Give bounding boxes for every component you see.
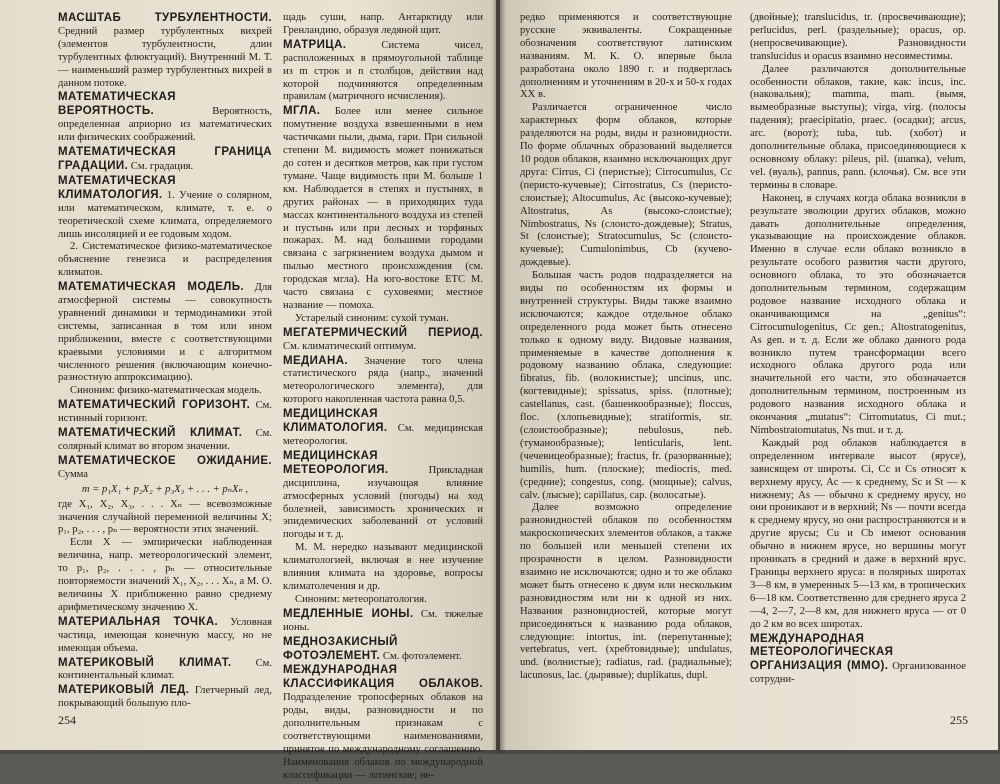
right-page bbox=[500, 0, 998, 750]
entry-text: Глетчерный лед, покрывающий большую пло- bbox=[58, 685, 272, 710]
dictionary-entry bbox=[283, 664, 483, 782]
dictionary-entry bbox=[58, 146, 272, 174]
entry-headword: МАТЕМАТИЧЕСКАЯ ВЕРОЯТНОСТЬ. bbox=[58, 91, 176, 118]
entry-headword: МЕДИАНА. bbox=[283, 354, 349, 367]
entry-headword: МАТЕРИКОВЫЙ КЛИМАТ. bbox=[58, 656, 232, 669]
left-page-column-2 bbox=[283, 12, 483, 784]
entry-text: Значение того члена статистического ряда (напр., значений метеорологического элемента), для которого накопленная частота равна 0,5. bbox=[283, 355, 483, 406]
left-page-column-1 bbox=[58, 12, 272, 712]
dictionary-entry bbox=[58, 455, 272, 615]
entry-text: См. солярный климат во втором значении. bbox=[58, 428, 272, 452]
entry-headword: МАТЕРИКОВЫЙ ЛЕД. bbox=[58, 684, 190, 697]
entry-paragraph bbox=[58, 12, 272, 90]
entry-headword: МЕДНОЗАКИСНЫЙ ФОТОЭЛЕМЕНТ. bbox=[283, 635, 398, 662]
entry-text: Вероятность, определенная априорно из математических или физических соображений. bbox=[58, 106, 272, 144]
entry-text: Прикладная дисциплина, изучающая влияние атмосферных условий (погоды) на ход болезней, зависимость хронических и эпидемических заболеваний от условий погоды и т. д. bbox=[283, 464, 483, 541]
dictionary-entry bbox=[283, 327, 483, 354]
entry-text: См. континентальный климат. bbox=[58, 657, 272, 682]
dictionary-entry bbox=[283, 105, 483, 325]
entry-text: редко применяются и соответствующие русские эквиваленты. Сокращенные обозначения соответствуют латинским названиям. М. К. О. впервые была разработана около 1890 г. и подверглась дополнениям и уточнениям в 20-х и 50-х годах XX в. bbox=[520, 12, 732, 101]
entry-paragraph bbox=[283, 664, 483, 782]
dictionary-entry bbox=[283, 355, 483, 408]
book-gutter bbox=[492, 0, 506, 754]
entry-paragraph bbox=[520, 102, 732, 270]
entry-text: М. М. нередко называют медицинской климатологией, включая в нее изучение влияния климата на здоровье, вопросы климатолечения и др. bbox=[283, 542, 483, 592]
left-page bbox=[0, 0, 496, 781]
dictionary-entry bbox=[58, 427, 272, 454]
entry-paragraph bbox=[58, 399, 272, 426]
entry-text: Подразделение тропосферных облаков на роды, виды, разновидности и по дополнительным признакам с соответствующими наименованиями, принятое по международному соглашению. Наименования облаков по международной классификации — латинские; не- bbox=[283, 692, 483, 781]
entry-text: Синоним: метеоропатология. bbox=[295, 593, 427, 605]
entry-text: Далее различаются дополнительные особенности облаков, такие, как: incus, inc. (наковальня); mamma, mam. (вымя, вымеобразные выступы); virga, virg. (полосы падения); praecipitatio, praec. (осадки); arcus, arc. (ворот); tuba, tub. (хобот) и дополнительные облака, присоединяющиеся к основному облаку: pileus, pil. (шапка), velum, vel. (вуаль), pannus, pann. (клочья). См. все эти термины в словаре. bbox=[750, 63, 966, 191]
entry-headword: МЕДЛЕННЫЕ ИОНЫ. bbox=[283, 607, 414, 620]
dictionary-entry bbox=[750, 12, 966, 632]
entry-text: Каждый род облаков наблюдается в определенном интервале высот (ярусе), зависящем от широты. Ci, Cc и Cs относят к верхнему ярусу, Ac — к среднему, Sc и St — к нижнему; As — обычно к среднему ярусу, но они проникают и в верхний; Ns — почти всегда к среднему ярусу, но они распространяются и в другие ярусы; Cu и Cb имеют основания обычно в нижнем ярусе, но вершины могут проникать в средний и даже в верхний ярус. Границы верхнего яруса: в полярных широтах 3—8 км, в умеренных 5—13 км, в тропических 6—18 км. Соответственно для среднего яруса 2—4, 2—7, 2—8 км, для нижнего яруса — от 0 до 2 км во всех широтах. bbox=[750, 437, 966, 630]
entry-headword: МАТЕМАТИЧЕСКАЯ МОДЕЛЬ. bbox=[58, 281, 244, 294]
entry-paragraph bbox=[283, 313, 483, 326]
entry-paragraph bbox=[283, 636, 483, 664]
dictionary-entry bbox=[58, 281, 272, 398]
entry-paragraph bbox=[520, 270, 732, 502]
entry-headword: МАТРИЦА. bbox=[283, 38, 347, 51]
entry-headword: МАТЕМАТИЧЕСКИЙ КЛИМАТ. bbox=[58, 427, 243, 440]
entry-paragraph bbox=[58, 175, 272, 242]
entry-text: Синоним: физико-математическая модель. bbox=[70, 385, 262, 397]
entry-text: Большая часть родов подразделяется на виды по особенностям их формы и внутренней структуры. Виды также взаимно исключаются; каждое отдельное облако определенного рода может быть отнесено только к одному виду. Видовые названия, применяемые в качестве дополнения к родовому названию облака, следующие: fibratus, fib. (волокнистые); uncinus, unc. (когтевидные); spissatus, spiss. (плотные); castellanus, cast. (башенкообразные); floccus, floc. (хлопьевидные); stratiformis, str. (слоистообразные); nebulosus, neb. (туманообразные); lenticularis, lent. (чечевицеобразные); fractus, fr. (разорванные); humilis, hum. (плоские); mediocris, med. (средние); congestus, cong. (мощные); calvus, calv. (лысые); capillatus, cap. (волосатые). bbox=[520, 270, 732, 501]
entry-text: См. медицинская метеорология. bbox=[283, 423, 483, 447]
entry-paragraph bbox=[58, 385, 272, 398]
entry-headword: МЕЖДУНАРОДНАЯ МЕТЕОРОЛОГИЧЕСКАЯ ОРГАНИЗАЦИЯ (ММО). bbox=[750, 632, 894, 673]
dictionary-entry bbox=[283, 608, 483, 635]
dictionary-entry bbox=[58, 684, 272, 711]
entry-paragraph bbox=[520, 12, 732, 102]
entry-paragraph bbox=[58, 616, 272, 656]
dictionary-entry bbox=[58, 616, 272, 656]
entry-text: Система чисел, расположенных в прямоугольной таблице из m строк и n столбцов, действия над которой подчиняются определенным правилам (матричного исчисления). bbox=[283, 39, 483, 103]
entry-text: Средний размер турбулентных вихрей (элементов турбулентности, длин турбулентных флюктуаций). Внутренний М. Т. — наименьший размер турбулентных вихрей в данном потоке. bbox=[58, 25, 272, 89]
entry-paragraph bbox=[750, 12, 966, 64]
entry-headword: МЕГАТЕРМИЧЕСКИЙ ПЕРИОД. bbox=[283, 326, 483, 339]
entry-paragraph bbox=[58, 657, 272, 684]
entry-text: Устарелый синоним: сухой туман. bbox=[295, 312, 449, 324]
entry-paragraph bbox=[520, 502, 732, 683]
entry-text: 2. Систематическое физико-математическое объяснение генезиса и распределения климатов. bbox=[58, 241, 272, 279]
entry-paragraph bbox=[283, 12, 483, 38]
entry-headword: МАТЕРИАЛЬНАЯ ТОЧКА. bbox=[58, 615, 219, 628]
dictionary-entry bbox=[58, 12, 272, 90]
entry-paragraph bbox=[58, 241, 272, 280]
entry-paragraph bbox=[58, 281, 272, 385]
entry-text: См. климатический оптимум. bbox=[283, 340, 417, 352]
entry-paragraph bbox=[58, 537, 272, 614]
entry-text: где X₁, X₂, X₃, . . . Xₙ — всевозможные значения случайной переменной величины X; p₁, p₂, . . . , pₙ — вероятности этих значений. bbox=[58, 498, 272, 536]
dictionary-entry bbox=[283, 450, 483, 607]
entry-text: 1. Учение о солярном, или математическом, климате, т. е. о теоретической схеме климата, определяемого лишь инсоляцией и ее годовым ходом. bbox=[58, 189, 272, 240]
dictionary-entry bbox=[520, 12, 732, 683]
entry-headword: МАСШТАБ ТУРБУЛЕНТНОСТИ. bbox=[58, 12, 272, 24]
entry-paragraph bbox=[58, 427, 272, 454]
entry-paragraph bbox=[58, 455, 272, 482]
dictionary-entry bbox=[283, 39, 483, 105]
entry-headword: МЕДИЦИНСКАЯ КЛИМАТОЛОГИЯ. bbox=[283, 408, 388, 435]
entry-text: Для атмосферной системы — совокупность уравнений динамики и термодинамики этой системы, записанная в том или ином приближении, вместе с соответствующими краевыми условиями и с алгоритмом численного решения (включающим конечно-разностную аппроксимацию). bbox=[58, 282, 272, 384]
entry-text: Более или менее сильное помутнение воздуха взвешенными в нем частичками пыли, дыма, гари. При сильной степени М. видимость может понижаться до сотен и десятков метров, как при густом тумане. Чаще видимость при М. больше 1 км. Наблюдается в степях и пустынях, в других районах — в приходящих туда массах континентального воздуха из степей и пустынь или при лесных и торфяных пожарах. М. над большими городами связана с загрязнением воздуха дымом и пылью местного происхождения (см. городская мгла). На юго-востоке ЕТС М. часто связана с суховеями; местное название — помоха. bbox=[283, 106, 483, 311]
entry-text: Условная частица, имеющая конечную массу, но не имеющая объема. bbox=[58, 616, 272, 654]
entry-paragraph bbox=[283, 39, 483, 105]
entry-text: Организованное сотрудни- bbox=[750, 661, 966, 686]
entry-text: См. градация. bbox=[130, 160, 194, 172]
right-page-column-1 bbox=[520, 12, 732, 684]
entry-paragraph bbox=[58, 91, 272, 145]
entry-headword: МАТЕМАТИЧЕСКИЙ ГОРИЗОНТ. bbox=[58, 399, 251, 412]
entry-paragraph bbox=[283, 408, 483, 449]
entry-paragraph bbox=[283, 355, 483, 408]
entry-paragraph bbox=[58, 146, 272, 174]
entry-text: См. истинный горизонт. bbox=[58, 400, 272, 425]
entry-paragraph bbox=[750, 633, 966, 688]
entry-text: щадь суши, напр. Антарктиду или Гренландию, образуя ледяной щит. bbox=[283, 12, 483, 36]
entry-headword: МЕЖДУНАРОДНАЯ КЛАССИФИКАЦИЯ ОБЛАКОВ. bbox=[283, 664, 483, 691]
entry-text: Различается ограниченное число характерных форм облаков, которые разделяются на роды, виды и разновидности. По форме облачных образований выделяется 10 родов облаков, взаимно исключающих друг друга: Cirrus, Ci (перистые); Cirrocumulus, Cc (перисто-кучевые); Cirrostratus, Cs (перисто-слоистые); Altocumulus, Ac (высоко-кучевые); Altostratus, As (высоко-слоистые); Nimbostratus, Ns (слоисто-дождевые); Stratus, St (слоистые); Stratocumulus, Sc (слоисто-кучевые); Cumulonimbus, Cb (кучево-дождевые). bbox=[520, 102, 732, 269]
entry-headword: МЕДИЦИНСКАЯ МЕТЕОРОЛОГИЯ. bbox=[283, 449, 389, 476]
entry-paragraph bbox=[750, 438, 966, 632]
entry-text: Наконец, в случаях когда облака возникли в результате эволюции других облаков, можно давать дополнительные определения, указывающие на происхождение облаков. Именно в случае если облако возникло в результате особого развития части другого, основного облака, то это обозначается дополнительным термином, содержащим родовое название исходного облака и оканчивающимся на „genitus“: Cirrocumulogenitus, Cc gen.; Altostratogenitus, As gen. и т. д. Если же облако данного рода возникло путем трансформации всего исходного облака другого рода или значительной его части, это обозначается дополнительным термином, построенным из родового названия исходного облака и окончания „mutatus“: Cirromutatus, Ci mut.; Nimbostratomutatus, Ns mut. и т. д. bbox=[750, 192, 966, 436]
entry-paragraph bbox=[58, 684, 272, 711]
dictionary-entry bbox=[58, 399, 272, 426]
entry-text: Далее возможно определение разновидностей облаков по особенностям макроскопических элементов облаков, а также по большей или меньшей степени их прозрачности в целом. Разновидности взаимно не исключаются; одно и то же облако может быть отнесено к двум или нескольким разновидностям или ни к одной из них. Названия разновидностей, которые могут присоединяться к названию рода облаков, следующие: intortus, int. (перепутанные); vertebratus, vert. (хребтовидные); undulatus, und. (волнистые); radiatus, rad. (радиальные); lacunosus, lac. (дырявые); duplikatus, dupl. bbox=[520, 502, 732, 682]
entry-paragraph bbox=[750, 193, 966, 438]
page-number: 255 bbox=[950, 713, 968, 727]
dictionary-entry bbox=[58, 91, 272, 145]
entry-headword: МАТЕМАТИЧЕСКАЯ ГРАНИЦА ГРАДАЦИИ. bbox=[58, 146, 272, 172]
entry-paragraph bbox=[283, 542, 483, 594]
entry-text: Если X — эмпирически наблюденная величина, напр. метеорологический элемент, то p₁, p₂, . . . , pₙ — относительные повторяемости значений X₁, X₂, . . . Xₙ, а М. О. величины X приближенно равно среднему арифметическому значению X. bbox=[58, 537, 272, 613]
dictionary-entry bbox=[283, 636, 483, 664]
dictionary-entry bbox=[58, 175, 272, 280]
dictionary-entry bbox=[750, 633, 966, 688]
entry-text: См. тяжелые ионы. bbox=[283, 608, 483, 633]
entry-paragraph bbox=[283, 105, 483, 313]
formula: m = p₁X₁ + p₂X₂ + p₃X₃ + . . . + pₙXₙ , bbox=[81, 483, 249, 495]
entry-paragraph bbox=[283, 608, 483, 635]
entry-headword: МАТЕМАТИЧЕСКОЕ ОЖИДАНИЕ. bbox=[58, 454, 272, 467]
dictionary-entry bbox=[58, 657, 272, 684]
entry-text: (двойные); translucidus, tr. (просвечивающие); perlucidus, perl. (раздельные); opacus, op. (непросвечивающие). Разновидности translucidus и opacus взаимно несовместимы. bbox=[750, 12, 966, 62]
entry-paragraph bbox=[283, 594, 483, 607]
entry-headword: МАТЕМАТИЧЕСКАЯ КЛИМАТОЛОГИЯ. bbox=[58, 174, 176, 201]
right-page-column-2 bbox=[750, 12, 966, 688]
dictionary-entry bbox=[283, 12, 483, 38]
entry-paragraph bbox=[750, 64, 966, 193]
entry-text: Сумма bbox=[58, 468, 88, 480]
dictionary-entry bbox=[283, 408, 483, 449]
entry-paragraph bbox=[58, 499, 272, 538]
page-number: 254 bbox=[58, 713, 76, 727]
entry-paragraph bbox=[283, 327, 483, 354]
entry-text: См. фотоэлемент. bbox=[382, 650, 462, 662]
entry-headword: МГЛА. bbox=[283, 105, 321, 118]
entry-paragraph bbox=[283, 450, 483, 542]
